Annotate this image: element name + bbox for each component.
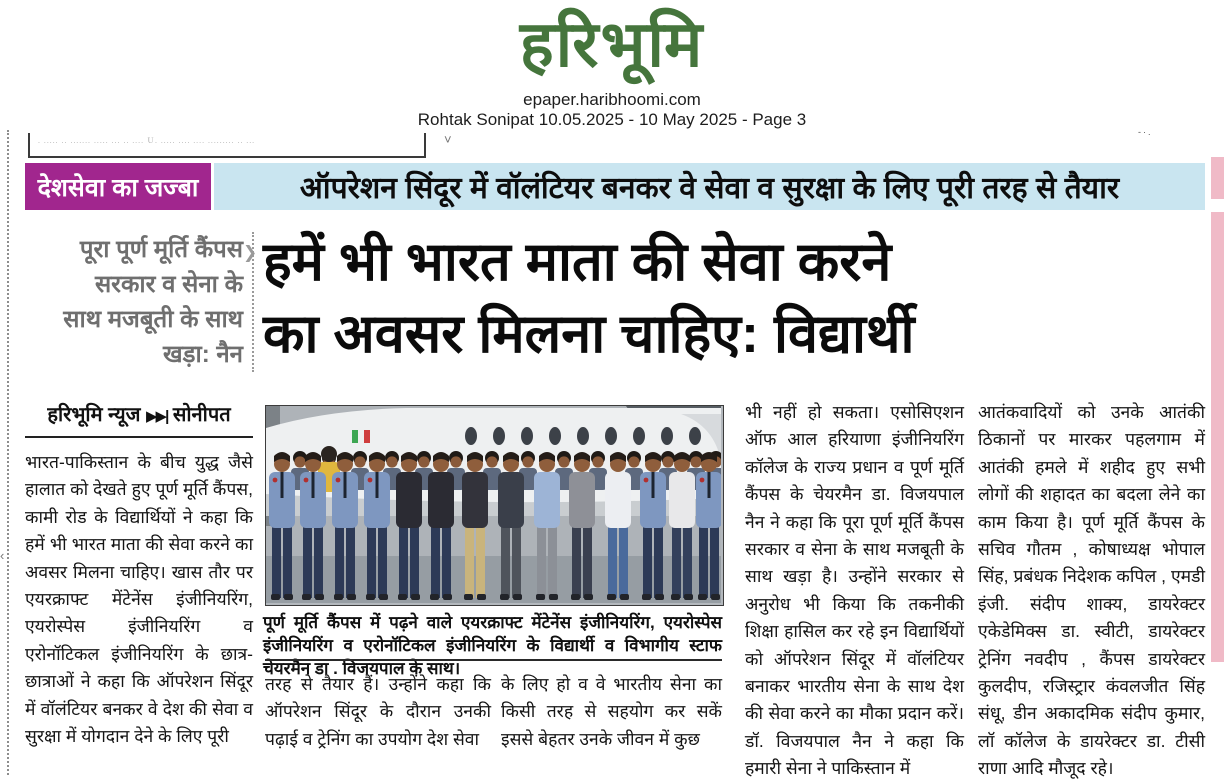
body-column-3: के लिए हो व वे भारतीय सेना का किसी तरह से सहयोग कर सकें इससे बेहतर उनके जीवन में कुछ [501, 674, 722, 749]
left-clip-dotted-border [7, 130, 9, 775]
newspaper-logo: हरिभूमि [519, 8, 705, 80]
pull-quote-line: खड़ा: नैन [163, 341, 243, 368]
body-column-2: तरह से तैयार हैं। उन्होंने कहा कि ऑपरेशन सिंदूर के दौरान उनकी पढ़ाई व ट्रेनिंग का उपयोग देश सेवा [265, 674, 491, 749]
article-photo [265, 405, 724, 606]
headline-line-2: का अवसर मिलना चाहिए: विद्यार्थी [263, 304, 915, 364]
body-column-1: भारत-पाकिस्तान के बीच युद्ध जैसे हालात को देखते हुए पूर्ण मूर्ति कैंपस, कामी रोड के विद्यार्थियों ने कहा कि हमें भी भारत माता की सेवा करने का अवसर मिलना चाहिए। खास तौर पर एयरक्राफ्ट मेंटेनेंस इंजीनियरिंग, एयरोस्पेस इंजीनियरिंग व एरोनॉटिकल इंजीनियरिंग के छात्र-छात्राओं ने कहा कि ऑपरेशन सिंदूर में वॉलंटियर बनकर वे देश की सेवा व सुरक्षा में योगदान देने के लिए पूरी [25, 452, 253, 747]
strap-headline: ऑपरेशन सिंदूर में वॉलंटियर बनकर वे सेवा व सुरक्षा के लिए पूरी तरह से तैयार [214, 163, 1205, 210]
left-edge-chevron-icon: ‹ [0, 548, 5, 563]
kicker-badge: देशसेवा का जज्बा [25, 163, 211, 210]
main-headline [263, 226, 1208, 370]
pull-quote-arrow-icon: ❯ [243, 243, 258, 262]
pull-quote [25, 232, 243, 372]
byline [25, 400, 253, 438]
cropped-article-strip-right [1211, 157, 1224, 199]
edition-page-info: Rohtak Sonipat 10.05.2025 - 10 May 2025 - Page 3 [417, 110, 807, 129]
pull-quote-line: पूरा पूर्ण मूर्ति कैंपस [79, 236, 243, 263]
body-column-5: आतंकवादियों को उनके आतंकी ठिकानों पर मारकर पहलगाम में आतंकी हमले में शहीद हुए सभी लोगों की शहादत का बदला लेने का काम किया है। पूर्ण मूर्ति कैंपस के सचिव गौतम , कोषाध्यक्ष भोपाल सिंह, प्रबंधक निदेशक कपिल , एमडी इंजी. संदीप शाक्य, डायरेक्टर एकेडेमिक्स डा. स्वीटी, डायरेक्टर ट्रेनिंग नवदीप , कैंपस डायरेक्टर कुलदीप, रजिस्ट्रार कंवलजीत सिंह संधू, डीन अकादमिक संदीप कुमार, लॉ कॉलेज के डायरेक्टर डा. टीसी राणा आदि मौजूद रहे। [978, 402, 1205, 779]
byline-place: सोनीपत [172, 404, 231, 426]
caption-divider-rule [265, 659, 722, 661]
epaper-site-link[interactable]: epaper.haribhoomi.com [523, 90, 701, 109]
cropped-article-strip-right [1211, 212, 1224, 662]
cropped-article-text: . ..... .. ....... ..... ... .. .... Ｕ. ..... .... .... ......... .. ... [38, 138, 256, 145]
byline-arrows-icon: ▶▶| [146, 408, 168, 425]
cropped-right-mark: -·. [1138, 127, 1153, 137]
caret-mark: ˅ [444, 132, 452, 147]
pull-quote-line: सरकार व सेना के [94, 271, 243, 298]
headline-line-1: हमें भी भारत माता की सेवा करने [263, 232, 892, 292]
masthead [0, 4, 1224, 84]
body-column-4: भी नहीं हो सकता। एसोसिएशन ऑफ आल हरियाणा इंजीनियरिंग कॉलेज के राज्य प्रधान व पूर्ण मूर्ति कैंपस के चेयरमैन डा. विजयपाल नैन ने कहा कि पूरा पूर्ण मूर्ति कैंपस सरकार व सेना के साथ मजबूती के साथ खड़ा है। उन्होंने सरकार से अनुरोध भी किया कि तकनीकी शिक्षा हासिल कर रहे इन विद्यार्थियों को ऑपरेशन सिंदूर में वॉलंटियर बनाकर भारतीय सेना के साथ देश की सेवा करने का मौका प्रदान करें। डॉ. विजयपाल नैन ने कहा कि हमारी सेना ने पाकिस्तान में [745, 402, 964, 779]
pull-quote-line: साथ मजबूती के साथ [63, 306, 243, 333]
group-photo-illustration [266, 406, 721, 603]
byline-source: हरिभूमि न्यूज [47, 404, 141, 426]
photo-caption: पूर्ण मूर्ति कैंपस में पढ़ने वाले एयरक्राफ्ट मेंटेनेंस इंजीनियरिंग, एयरोस्पेस इंजीनियरिंग व एरोनॉटिकल इंजीनियरिंग के विद्यार्थी व विभागीय स्टाफ चेयरमैन डा . विजयपाल के साथ। [263, 613, 722, 678]
